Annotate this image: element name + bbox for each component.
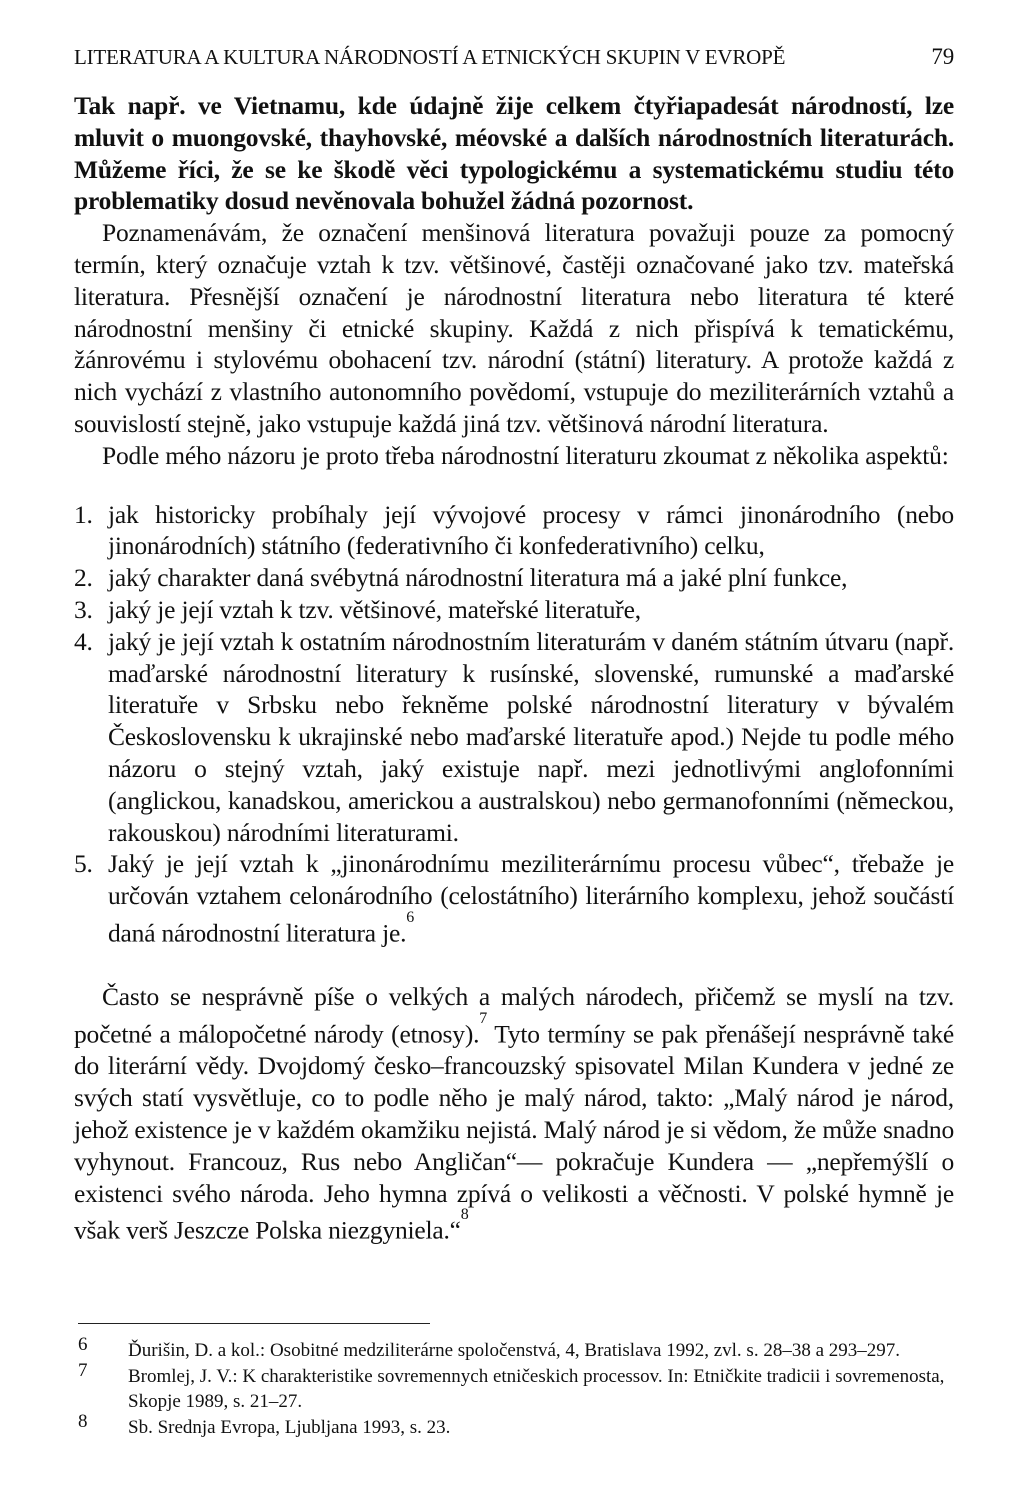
small-nations-text-2: Tyto termíny se pak přenášejí nesprávně také do literární vědy. Dvojdomý česko–francouzský spisovatel Milan Kundera v jedné ze svých statí vysvětluje, co to podle něho je malý národ, takto: „Malý národ je národ, jehož existence je v každém okamžiku nejistá. Malý národ je si vědom, že může snadno vyhynout. Francouz, Rus nebo Angličan“— pokračuje Kundera — „nepřemýšlí o existenci svého národa. Jeho hymna zpívá o velikosti a věčnosti. V polské hymně je však verš Jeszcze Polska niezgyniela.“ <box>74 1019 954 1245</box>
paragraph-small-nations <box>74 981 954 1246</box>
list-item-number: 4. <box>74 626 93 656</box>
running-header <box>74 40 954 74</box>
footnote-number: 8 <box>78 1411 88 1432</box>
footnote-divider <box>78 1323 430 1324</box>
footnote-ref-6: 6 <box>406 908 415 926</box>
footnotes <box>78 1334 958 1441</box>
footnote-number: 7 <box>78 1360 88 1381</box>
footnote-text: Sb. Srednja Evropa, Ljubljana 1993, s. 23. <box>128 1417 451 1438</box>
list-item-text: jaký je její vztah k tzv. většinové, mateřské literatuře, <box>108 594 641 624</box>
footnote-item <box>78 1360 958 1414</box>
footnote-number: 6 <box>78 1334 88 1355</box>
intro-paragraph: Tak např. ve Vietnamu, kde údajně žije celkem čtyřiapadesát národností, lze mluvit o muongovské, thayhovské, méovské a dalších národnostních literaturách. Můžeme říci, že se ke škodě věci typologickému a systematickému studiu této problematiky dosud nevěnovala bohužel žádná pozornost. <box>74 91 954 216</box>
aspects-list <box>74 499 954 950</box>
footnote-item <box>78 1411 958 1440</box>
footnote-item <box>78 1334 958 1363</box>
list-item-number: 1. <box>74 499 93 529</box>
small-nations-text-1: Často se nesprávně píše o velkých a malých národech, přičemž se myslí na tzv. početné a málopočetné národy (etnosy). <box>74 982 954 1049</box>
footnote-text: Ďurišin, D. a kol.: Osobitné medziliterárne spoločenstvá, 4, Bratislava 1992, zvl. s. 28–38 a 293–297. <box>128 1340 900 1361</box>
footnote-ref-8: 8 <box>460 1206 469 1224</box>
main-text <box>74 90 954 1247</box>
list-item-text: jak historicky probíhaly její vývojové procesy v rámci jinonárodního (nebo jinonárodních) státního (federativního či konfederativního) celku, <box>108 499 954 561</box>
list-item-text: jaký charakter daná svébytná národnostní literatura má a jaké plní funkce, <box>108 563 848 593</box>
list-item-number: 2. <box>74 563 93 593</box>
page-number: 79 <box>931 44 954 69</box>
list-item <box>74 626 954 849</box>
paragraph-aspects-intro: Podle mého názoru je proto třeba národnostní literaturu zkoumat z několika aspektů: <box>102 440 949 470</box>
list-item-text: Jaký je její vztah k „jinonárodnímu meziliterárnímu procesu vůbec“, třebaže je určován vztahem celonárodního (celostátního) literárního komplexu, jehož součástí daná národnostní literatura je. <box>108 849 954 948</box>
list-item <box>74 499 954 563</box>
list-item-text: jaký je její vztah k ostatním národnostním literaturám v daném státním útvaru (např. maďarské národnostní literatury k rusínské, slovenské, rumunské a maďarské literatuře v Srbsku nebo řekněme polské národnostní literatury v bývalém Československu k ukrajinské nebo maďarské literatuře apod.) Nejde tu podle mého názoru o stejný vztah, jaký existuje např. mezi jednotlivými anglofonními (anglickou, kanadskou, americkou a australskou) nebo germanofonními (německou, rakouskou) národními literaturami. <box>108 626 954 847</box>
list-item <box>74 848 954 949</box>
list-item <box>74 594 954 626</box>
paragraph-terminology: Poznamenávám, že označení menšinová literatura považuji pouze za pomocný termín, který označuje vztah k tzv. většinové, častěji označované jako tzv. mateřská literatura. Přesnější označení je národnostní literatura nebo literatura té které národnostní menšiny či etnické skupiny. Každá z nich přispívá k tematickému, žánrovému i stylovému obohacení tzv. národní (státní) literatury. A protože každá z nich vychází z vlastního autonomního povědomí, vstupuje do meziliterárních vztahů a souvislostí stejně, jako vstupuje každá jiná tzv. většinová národní literatura. <box>74 218 954 438</box>
footnote-text: Bromlej, J. V.: K charakteristike sovremennych etničeskich processov. In: Etničkite tradicii i sovremenosta, Skopje 1989, s. 21–27. <box>128 1366 945 1412</box>
list-item-number: 3. <box>74 594 93 624</box>
list-item <box>74 562 954 594</box>
running-header-title: LITERATURA A KULTURA NÁRODNOSTÍ A ETNICKÝCH SKUPIN V EVROPĚ <box>74 45 786 69</box>
list-item-number: 5. <box>74 849 93 879</box>
footnote-ref-7: 7 <box>479 1010 488 1028</box>
